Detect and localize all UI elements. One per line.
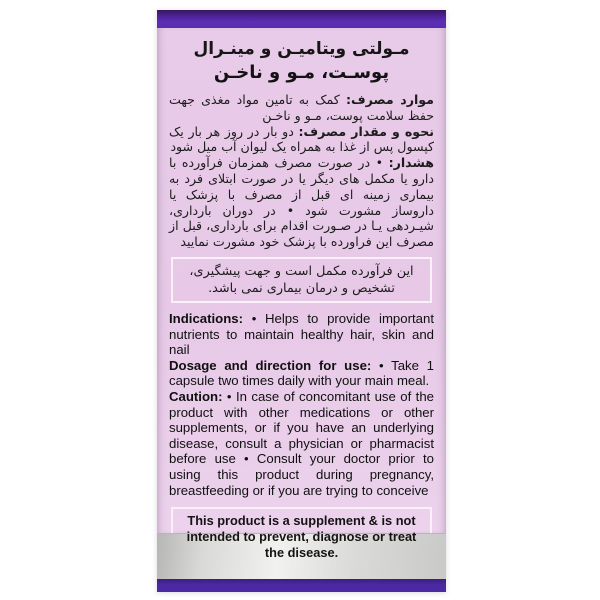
english-indications-label: Indications:	[169, 310, 243, 326]
english-dosage-label: Dosage and direction for use:	[169, 357, 372, 373]
farsi-section-warning	[169, 155, 434, 250]
label-body	[157, 28, 446, 561]
english-supplement-disclaimer-box: This product is a supplement & is not intended to prevent, diagnose or treat the disease.	[171, 507, 432, 567]
farsi-dosage-text: دو بار در روز هر بار یک کپسول پس از غذا به همراه یک لیوان آب میل شود	[169, 123, 434, 155]
top-purple-strip	[157, 10, 446, 28]
farsi-section-dosage	[169, 124, 434, 156]
farsi-warning-text: • در صورت مصرف همزمان فرآورده با دارو یا مکمل های دیگر یا در صورت ابتلای فرد به بیماری زمینه ای قبل از مصرف با پزشک یا داروساز مشورت شود • در دوران بارداری، شیـردهی یـا در صـورت اقدام برای بارداری، قبل از مصرف این فراورده با پزشک خود مشورت نمایید	[169, 155, 434, 250]
farsi-supplement-disclaimer-box: این فرآورده مکمل است و جهت پیشگیری، تشخیص و درمان بیماری نمی باشد.	[171, 257, 432, 303]
farsi-section-indications	[169, 92, 434, 124]
bottom-purple-strip	[157, 579, 446, 592]
farsi-warning-label: هشدار:	[388, 155, 434, 171]
english-dosage-text: • Take 1 capsule two times daily with your main meal.	[169, 357, 434, 389]
english-indications-text: • Helps to provide important nutrients to maintain healthy hair, skin and nail	[169, 310, 434, 358]
farsi-indications-text: کمک به تامین مواد مغذی جهت حفظ سلامت پوست، مـو و ناخـن	[169, 92, 434, 123]
farsi-instructions	[169, 92, 434, 250]
product-label	[157, 10, 446, 592]
product-title-line2: پوسـت، مـو و ناخـن	[213, 62, 390, 83]
english-caution-text: • In case of concomitant use of the product with other medications or other supplements, or if you have an underlying disease, consult a physician or pharmacist before use • Consult your doctor prior to using this product during pregnancy, breastfeeding or if you are trying to conceive	[169, 388, 434, 498]
product-title-line1: مـولتی ویتامیـن و مینـرال	[193, 39, 410, 59]
farsi-indications-label: موارد مصرف:	[345, 92, 434, 107]
english-section-dosage	[169, 358, 434, 389]
english-instructions	[169, 311, 434, 498]
farsi-dosage-label: نحوه و مقدار مصرف:	[298, 123, 435, 139]
english-section-caution	[169, 389, 434, 498]
english-section-indications	[169, 311, 434, 358]
english-caution-label: Caution:	[169, 388, 223, 404]
